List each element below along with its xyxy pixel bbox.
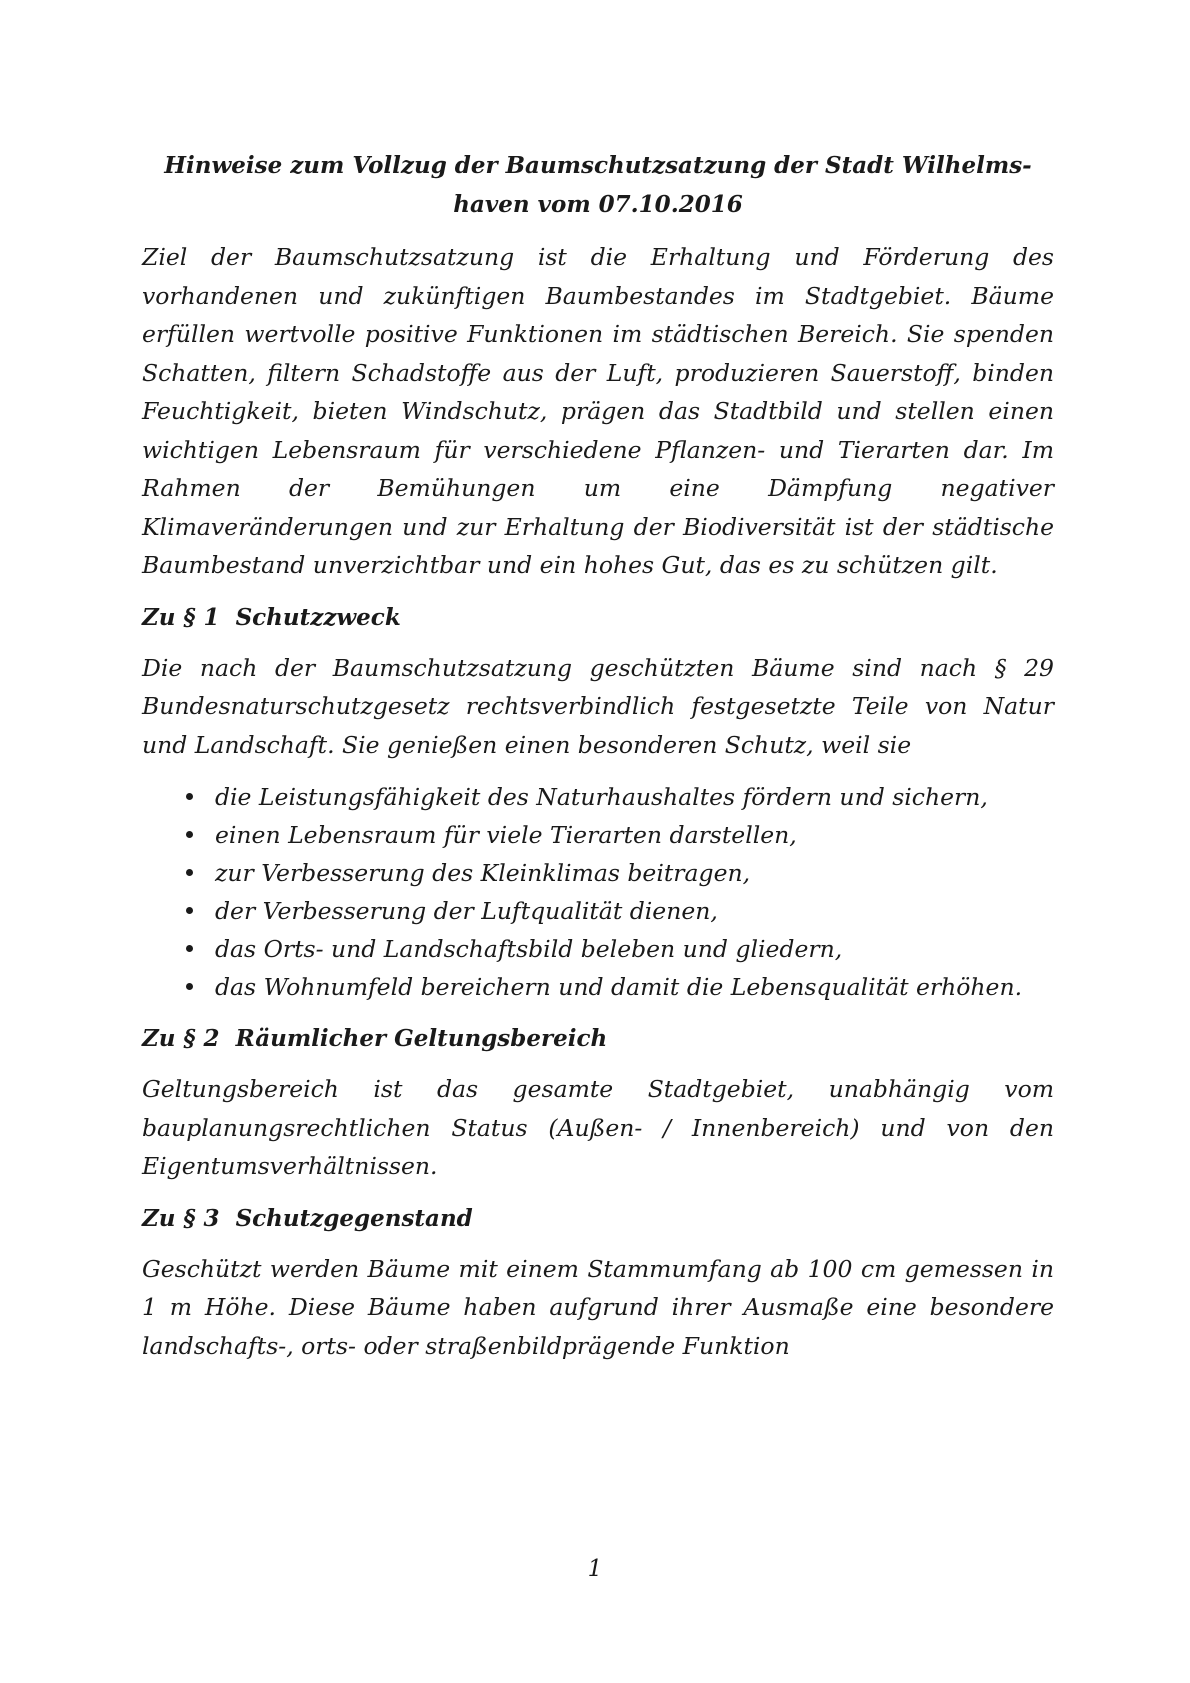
bullet-icon bbox=[186, 907, 193, 914]
section-3-paragraph: Geschützt werden Bäume mit einem Stammumfang ab 100 cm gemessen in 1 m Höhe. Diese Bäume haben aufgrund ihrer Ausmaße eine besondere landschafts-, orts- oder straßenbildprägende Funktion bbox=[142, 1254, 1054, 1360]
list-item-text: zur Verbesserung des Kleinklimas beitragen, bbox=[215, 859, 751, 887]
bullet-icon bbox=[186, 983, 193, 990]
section-1-paragraph: Die nach der Baumschutzsatzung geschützten Bäume sind nach § 29 Bundesnaturschutzgesetz rechtsverbindlich festgesetzte Teile von Natur und Landschaft. Sie genießen einen besonderen Schutz, weil sie bbox=[142, 653, 1054, 759]
document-title: Hinweise zum Vollzug der Baumschutzsatzung der Stadt Wilhelms-haven vom 07.10.2016 bbox=[164, 152, 1032, 218]
list-item bbox=[142, 778, 1054, 816]
section-1-bullet-list bbox=[142, 778, 1054, 1006]
bullet-icon bbox=[186, 793, 193, 800]
section-heading-1: Zu § 1 Schutzzweck bbox=[142, 603, 401, 631]
section-2-paragraph: Geltungsbereich ist das gesamte Stadtgebiet, unabhängig vom bauplanungsrechtlichen Status (Außen- / Innenbereich) und von den Eigentumsverhältnissen. bbox=[142, 1075, 1054, 1180]
bullet-icon bbox=[186, 945, 193, 952]
document-body bbox=[142, 146, 1054, 1379]
list-item bbox=[142, 816, 1054, 854]
list-item bbox=[142, 892, 1054, 930]
section-heading-3: Zu § 3 Schutzgegenstand bbox=[142, 1204, 473, 1232]
section-heading-2: Zu § 2 Räumlicher Geltungsbereich bbox=[142, 1025, 608, 1052]
list-item-text: das Wohnumfeld bereichern und damit die Lebensqualität erhöhen. bbox=[215, 973, 1023, 1001]
list-item bbox=[142, 854, 1054, 892]
bullet-icon bbox=[186, 831, 193, 838]
list-item-text: das Orts- und Landschaftsbild beleben und gliedern, bbox=[215, 935, 843, 963]
intro-paragraph: Ziel der Baumschutzsatzung ist die Erhaltung und Förderung des vorhandenen und zukünftigen Baumbestandes im Stadtgebiet. Bäume erfüllen wertvolle positive Funktionen im städtischen Bereich. Sie spenden Schatten, filtern Schadstoffe aus der Luft, produzieren Sauerstoff, binden Feuchtigkeit, bieten Windschutz, prägen das Stadtbild und stellen einen wichtigen Lebensraum für verschiedene Pflanzen- und Tierarten dar. Im Rahmen der Bemühungen um eine Dämpfung negativer Klimaveränderungen und zur Erhaltung der Biodiversität ist der städtische Baumbestand unverzichtbar und ein hohes Gut, das es zu schützen gilt. bbox=[142, 243, 1054, 579]
bullet-icon bbox=[186, 869, 193, 876]
list-item bbox=[142, 968, 1054, 1006]
page-number: 1 bbox=[587, 1556, 603, 1582]
list-item-text: der Verbesserung der Luftqualität dienen, bbox=[215, 897, 718, 925]
list-item bbox=[142, 930, 1054, 968]
list-item-text: einen Lebensraum für viele Tierarten darstellen, bbox=[215, 821, 797, 849]
list-item-text: die Leistungsfähigkeit des Naturhaushaltes fördern und sichern, bbox=[215, 783, 988, 811]
